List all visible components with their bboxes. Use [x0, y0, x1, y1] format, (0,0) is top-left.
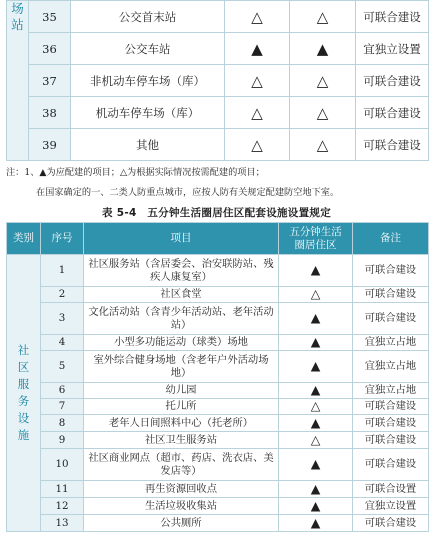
remark-cell: 可联合建设	[356, 65, 429, 97]
remark-cell: 宜独立占地	[353, 351, 429, 383]
facility-item: 社区卫生服务站	[84, 432, 279, 449]
symbol-cell: ▲	[279, 415, 353, 432]
symbol-cell: △	[225, 97, 290, 129]
facility-name: 非机动车停车场（库）	[71, 65, 225, 97]
row-number: 7	[41, 399, 84, 415]
header-item: 项目	[84, 223, 279, 255]
five-minute-facilities-table	[6, 222, 429, 532]
symbol-cell: △	[290, 1, 356, 33]
remark-cell: 可联合设置	[353, 481, 429, 498]
facility-item: 老年人日间照料中心（托老所）	[84, 415, 279, 432]
symbol-cell: △	[279, 399, 353, 415]
symbol-cell: ▲	[279, 515, 353, 532]
remark-cell: 宜独立设置	[356, 33, 429, 65]
header-remark: 备注	[353, 223, 429, 255]
facility-item: 社区食堂	[84, 287, 279, 303]
remark-cell: 可联合建设	[353, 255, 429, 287]
symbol-cell: △	[290, 97, 356, 129]
facility-name: 机动车停车场（库）	[71, 97, 225, 129]
table-caption: 表 5-4 五分钟生活圈居住区配套设施设置规定	[101, 207, 332, 219]
header-five-minute-zone: 五分钟生活圈居住区	[279, 223, 353, 255]
row-number: 37	[29, 65, 71, 97]
facility-item: 托儿所	[84, 399, 279, 415]
facility-name: 其他	[71, 129, 225, 161]
symbol-cell: ▲	[279, 255, 353, 287]
symbol-cell: △	[279, 432, 353, 449]
symbol-cell: ▲	[279, 335, 353, 351]
row-number: 38	[29, 97, 71, 129]
table-note-civil-defense: 在国家确定的一、二类人防重点城市，应按人防有关规定配建防空地下室。	[36, 187, 340, 198]
facility-item: 公共厕所	[84, 515, 279, 532]
symbol-cell: ▲	[279, 498, 353, 515]
facility-name: 公交车站	[71, 33, 225, 65]
symbol-cell: △	[225, 129, 290, 161]
header-number: 序号	[41, 223, 84, 255]
facility-name: 公交首末站	[71, 1, 225, 33]
row-number: 6	[41, 383, 84, 399]
facility-item: 社区商业网点（超市、药店、洗衣店、美发店等）	[84, 449, 279, 481]
facilities-table-continued	[6, 0, 429, 161]
symbol-cell: ▲	[279, 351, 353, 383]
symbol-cell: △	[290, 129, 356, 161]
remark-cell: 宜独立占地	[353, 335, 429, 351]
category-cell: 社区服务设施	[7, 255, 41, 532]
symbol-cell: △	[225, 1, 290, 33]
remark-cell: 可联合建设	[356, 1, 429, 33]
row-number: 2	[41, 287, 84, 303]
row-number: 3	[41, 303, 84, 335]
remark-cell: 可联合建设	[353, 449, 429, 481]
facility-item: 生活垃圾收集站	[84, 498, 279, 515]
facility-item: 社区服务站（含居委会、治安联防站、残疾人康复室）	[84, 255, 279, 287]
symbol-cell: △	[279, 287, 353, 303]
facility-item: 小型多功能运动（球类）场地	[84, 335, 279, 351]
remark-cell: 可联合建设	[353, 287, 429, 303]
row-number: 1	[41, 255, 84, 287]
row-number: 5	[41, 351, 84, 383]
symbol-cell: △	[225, 65, 290, 97]
header-category: 类别	[7, 223, 41, 255]
remark-cell: 可联合建设	[353, 415, 429, 432]
row-number: 9	[41, 432, 84, 449]
remark-cell: 可联合建设	[356, 129, 429, 161]
remark-cell: 可联合建设	[356, 97, 429, 129]
remark-cell: 可联合建设	[353, 303, 429, 335]
remark-cell: 可联合建设	[353, 399, 429, 415]
symbol-cell: ▲	[279, 303, 353, 335]
remark-cell: 宜独立设置	[353, 498, 429, 515]
row-number: 13	[41, 515, 84, 532]
table-note: 注：1、▲为应配建的项目；△为根据实际情况按需配建的项目；	[6, 167, 265, 178]
remark-cell: 可联合建设	[353, 432, 429, 449]
symbol-cell: ▲	[279, 449, 353, 481]
symbol-cell: ▲	[290, 33, 356, 65]
row-number: 11	[41, 481, 84, 498]
symbol-cell: ▲	[279, 481, 353, 498]
facility-item: 幼儿园	[84, 383, 279, 399]
symbol-cell: △	[290, 65, 356, 97]
symbol-cell: ▲	[225, 33, 290, 65]
row-number: 12	[41, 498, 84, 515]
row-number: 36	[29, 33, 71, 65]
facility-item: 室外综合健身场地（含老年户外活动场地）	[84, 351, 279, 383]
row-number: 35	[29, 1, 71, 33]
row-number: 8	[41, 415, 84, 432]
row-number: 10	[41, 449, 84, 481]
remark-cell: 宜独立占地	[353, 383, 429, 399]
symbol-cell: ▲	[279, 383, 353, 399]
remark-cell: 可联合建设	[353, 515, 429, 532]
row-number: 39	[29, 129, 71, 161]
row-number: 4	[41, 335, 84, 351]
category-cell: 场站	[7, 1, 29, 161]
facility-item: 文化活动站（含青少年活动站、老年活动站）	[84, 303, 279, 335]
facility-item: 再生资源回收点	[84, 481, 279, 498]
